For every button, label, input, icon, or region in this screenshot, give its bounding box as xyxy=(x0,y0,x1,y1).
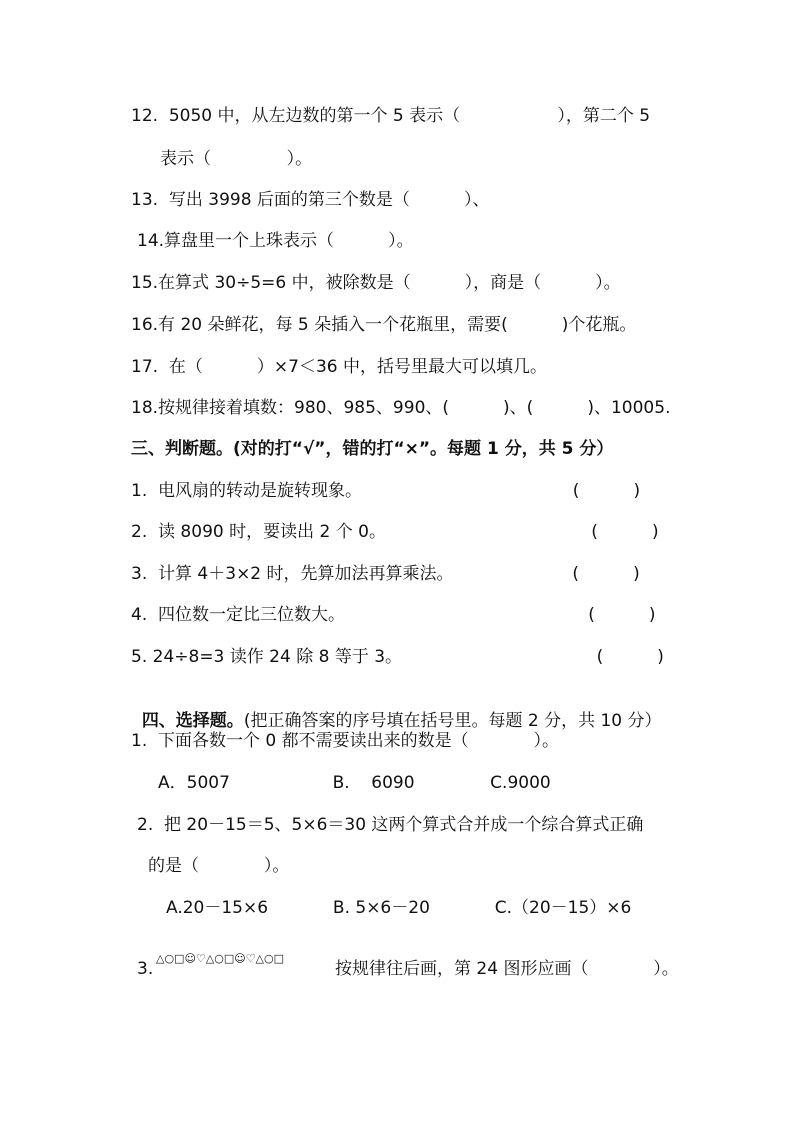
question-17: 17. 在（ ）×7＜36 中，括号里最大可以填几。 xyxy=(131,357,547,377)
shape-pattern: △○□☺♡△○□☺♡△○□ xyxy=(156,952,285,965)
section-4-title xyxy=(131,688,662,732)
question-16: 16.有 20 朵鲜花，每 5 朵插入一个花瓶里，需要( )个花瓶。 xyxy=(131,315,637,335)
judge-item-1: 1. 电风扇的转动是旋转现象。 ( ) xyxy=(131,481,641,501)
question-12-line2: 表示（ ）。 xyxy=(160,149,313,169)
question-12-line1: 12. 5050 中，从左边数的第一个 5 表示（ ），第二个 5 xyxy=(131,106,651,126)
choice-question-1-options: A．5007 B. 6090 C.9000 xyxy=(158,773,551,793)
choice-question-1: 1. 下面各数一个 0 都不需要读出来的数是（ ）。 xyxy=(131,731,559,751)
choice-question-2-line2: 的是（ ）。 xyxy=(148,856,290,876)
question-15: 15.在算式 30÷5=6 中，被除数是（ ），商是（ ）。 xyxy=(131,273,621,293)
choice-question-2-options: A.20－15×6 B. 5×6－20 C.（20－15）×6 xyxy=(166,898,632,918)
judge-item-3: 3. 计算 4＋3×2 时，先算加法再算乘法。 ( ) xyxy=(131,564,640,584)
section-4-title-bold: 四、选择题。 xyxy=(141,711,244,731)
choice-question-2-line1: 2. 把 20－15＝5、5×6＝30 这两个算式合并成一个综合算式正确 xyxy=(137,815,644,835)
judge-item-2: 2. 读 8090 时，要读出 2 个 0。 ( ) xyxy=(131,522,659,542)
question-18: 18.按规律接着填数：980、985、990、( )、( )、10005. xyxy=(131,398,671,418)
section-4-title-rest: (把正确答案的序号填在括号里。每题 2 分，共 10 分） xyxy=(243,711,662,731)
choice-question-3-number: 3. xyxy=(137,959,154,979)
question-14: 14.算盘里一个上珠表示（ ）。 xyxy=(137,231,414,251)
choice-question-3-text: 按规律往后画，第 24 图形应画（ ）。 xyxy=(335,959,679,979)
question-13: 13. 写出 3998 后面的第三个数是（ ）、 xyxy=(131,190,490,210)
judge-item-4: 4. 四位数一定比三位数大。 ( ) xyxy=(131,605,656,625)
judge-item-5: 5. 24÷8=3 读作 24 除 8 等于 3。 ( ) xyxy=(131,647,664,667)
section-3-title: 三、判断题。(对的打“√”，错的打“×”。每题 1 分，共 5 分） xyxy=(131,439,614,459)
